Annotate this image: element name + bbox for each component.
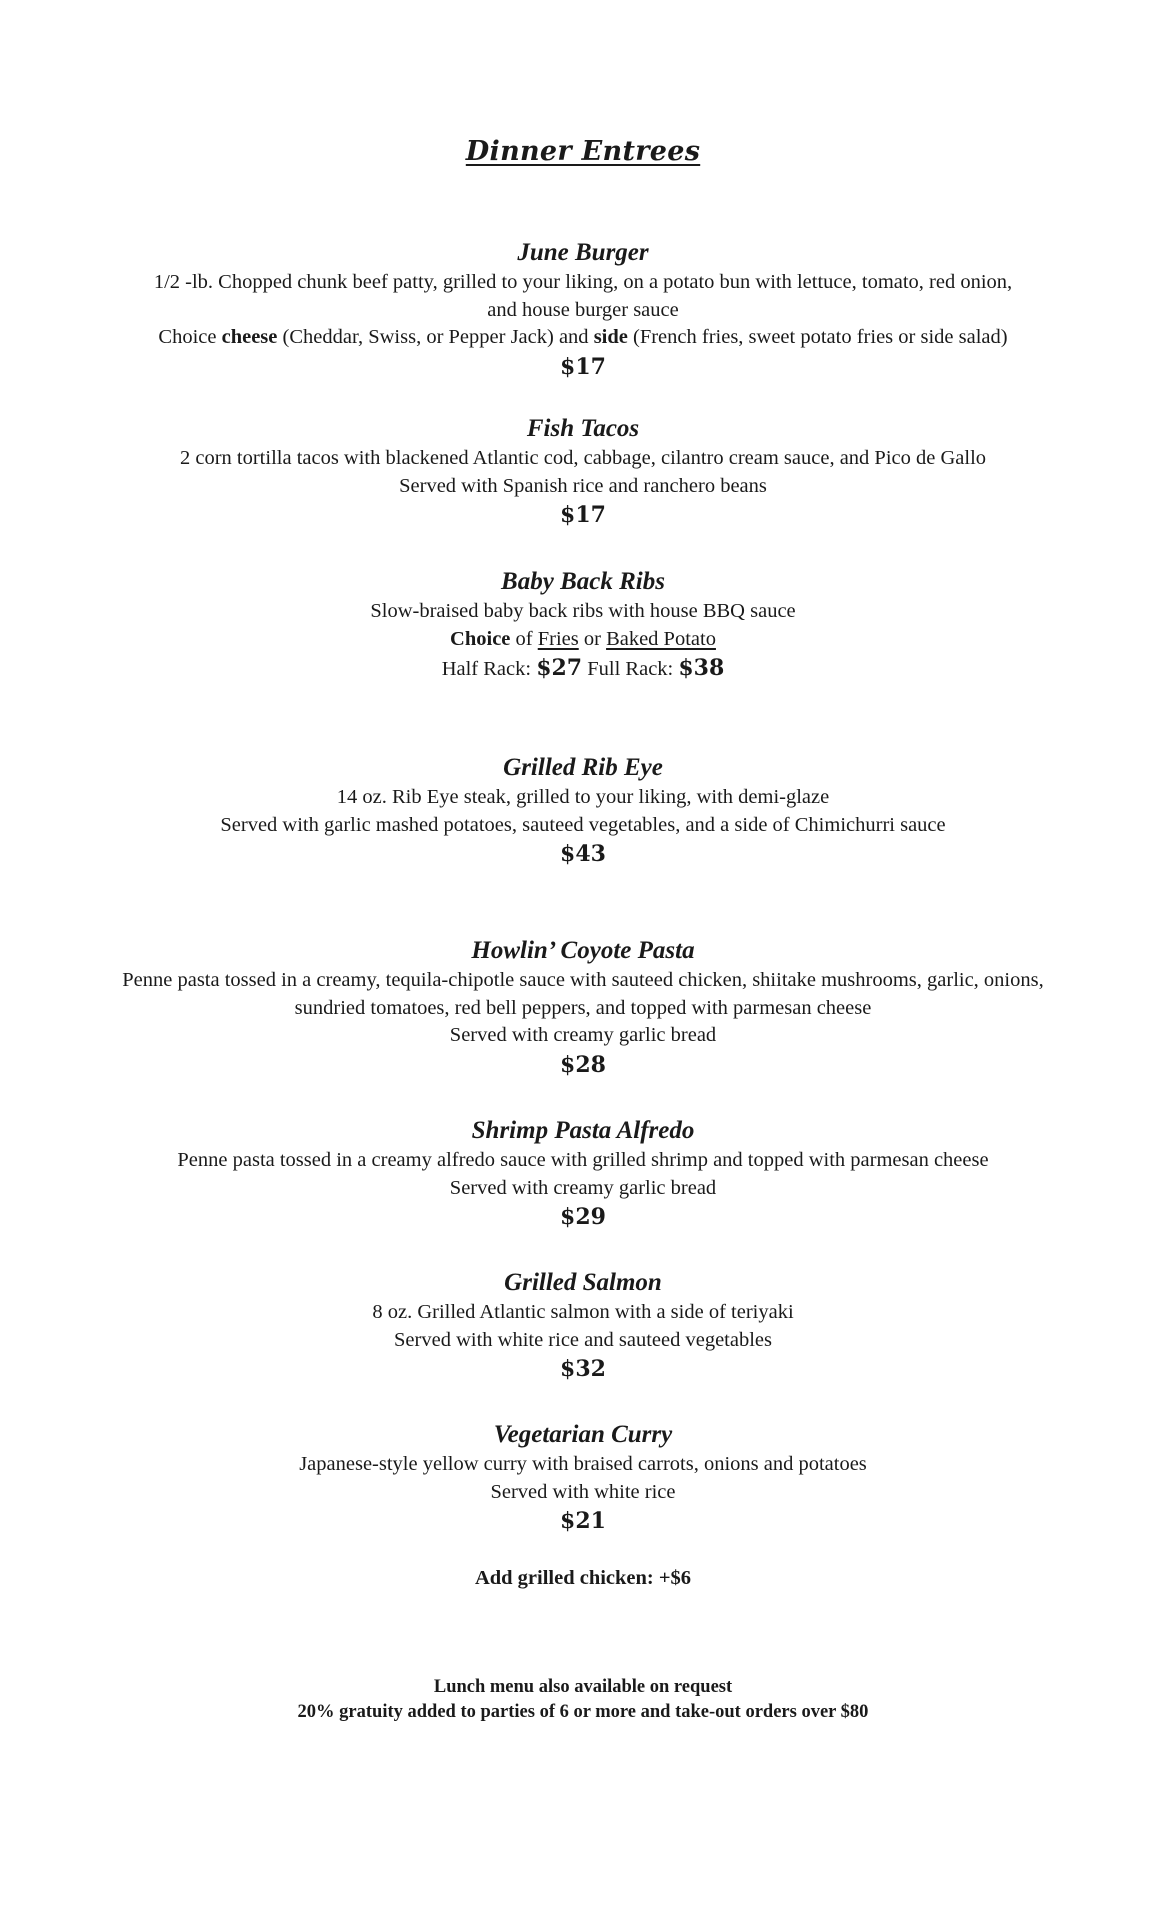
item-name: Fish Tacos [526, 415, 640, 442]
item-description: Served with creamy garlic bread [449, 1176, 717, 1199]
item-description: and house burger sauce [487, 298, 679, 321]
item-price: $28 [560, 1051, 606, 1078]
item-price: Half Rack: $27 Full Rack: $38 [441, 655, 725, 681]
menu-item-grilled-rib-eye [40, 753, 1126, 869]
item-name: Shrimp Pasta Alfredo [471, 1117, 695, 1144]
item-description: 1/2 -lb. Chopped chunk beef patty, grilled to your liking, on a potato bun with lettuce, tomato, red onion, [153, 271, 1013, 293]
footer-line: Lunch menu also available on request [433, 1677, 733, 1697]
footer-line: 20% gratuity added to parties of 6 or more and take-out orders over $80 [297, 1702, 869, 1722]
menu-item-grilled-salmon [40, 1268, 1126, 1384]
item-price: $17 [560, 353, 606, 380]
menu-item-howlin-coyote-pasta [40, 936, 1126, 1080]
item-options: Choice cheese (Cheddar, Swiss, or Pepper Jack) and side (French fries, sweet potato fries or side salad) [158, 326, 1008, 348]
item-price: $29 [560, 1204, 606, 1230]
menu-item-shrimp-pasta-alfredo [40, 1116, 1126, 1232]
item-description: Slow-braised baby back ribs with house BBQ sauce [370, 600, 796, 622]
item-description: Japanese-style yellow curry with braised carrots, onions and potatoes [299, 1453, 867, 1475]
item-price: $32 [560, 1356, 606, 1382]
item-description: 8 oz. Grilled Atlantic salmon with a side of teriyaki [372, 1301, 794, 1323]
menu-item-fish-tacos [40, 414, 1126, 530]
item-name: Grilled Salmon [504, 1269, 662, 1296]
item-description: 14 oz. Rib Eye steak, grilled to your liking, with demi-glaze [336, 786, 830, 808]
item-name: June Burger [517, 239, 649, 266]
item-name: Howlin’ Coyote Pasta [471, 937, 695, 964]
item-name: Vegetarian Curry [493, 1421, 673, 1448]
item-description: Served with garlic mashed potatoes, sauteed vegetables, and a side of Chimichurri sauce [220, 813, 946, 836]
item-description: Penne pasta tossed in a creamy alfredo sauce with grilled shrimp and topped with parmesan cheese [177, 1149, 989, 1171]
page-title: Dinner Entrees [465, 136, 701, 167]
item-options: Choice of Fries or Baked Potato [450, 627, 716, 650]
menu-item-vegetarian-curry [40, 1420, 1126, 1536]
item-description: Penne pasta tossed in a creamy, tequila-chipotle sauce with sauteed chicken, shiitake mushrooms, garlic, onions, [122, 969, 1044, 991]
menu-item-baby-back-ribs [40, 567, 1126, 684]
item-description: Served with Spanish rice and ranchero beans [399, 474, 767, 497]
item-price: $43 [560, 841, 606, 867]
addon-note: Add grilled chicken: +$6 [474, 1567, 692, 1589]
item-description: Served with white rice [490, 1480, 676, 1503]
footer-notes [0, 1675, 1166, 1725]
item-description: 2 corn tortilla tacos with blackened Atlantic cod, cabbage, cilantro cream sauce, and Pico de Gallo [179, 447, 987, 469]
menu-item-june-burger [40, 238, 1126, 382]
item-description: Served with creamy garlic bread [449, 1024, 717, 1046]
item-name: Grilled Rib Eye [503, 754, 663, 781]
item-price: $21 [560, 1508, 606, 1534]
item-name: Baby Back Ribs [501, 568, 665, 595]
item-description: sundried tomatoes, red bell peppers, and topped with parmesan cheese [294, 996, 872, 1019]
item-description: Served with white rice and sauteed vegetables [394, 1328, 772, 1351]
item-price: $17 [560, 502, 606, 528]
